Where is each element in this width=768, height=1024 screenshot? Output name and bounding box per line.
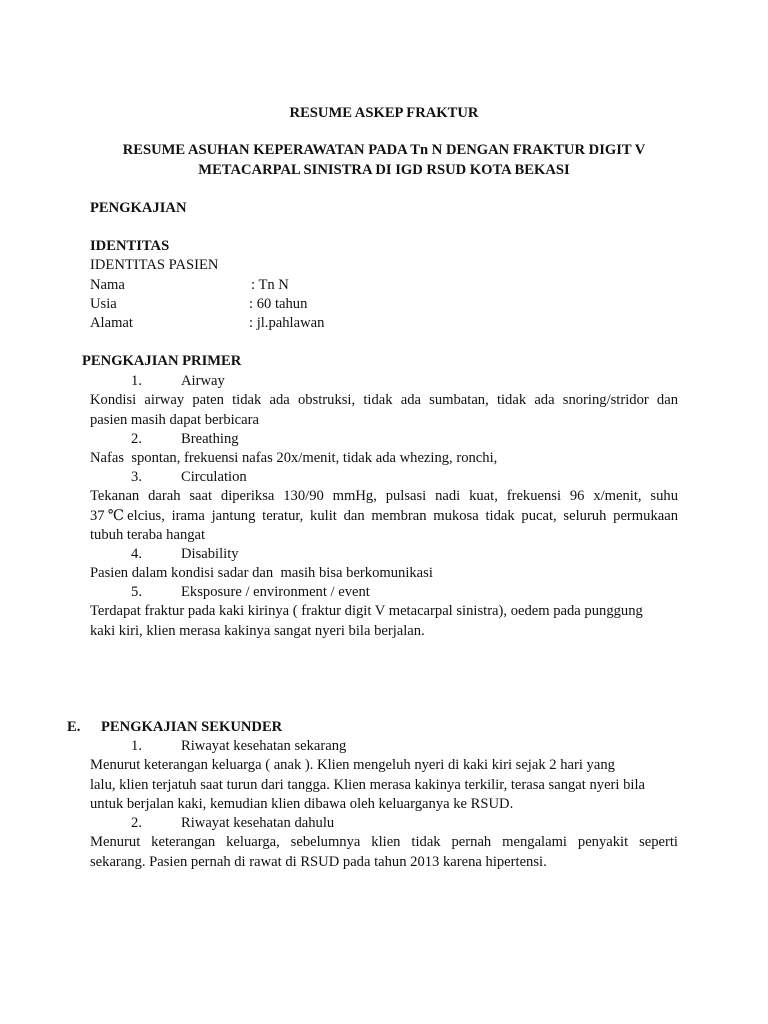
document-subtitle-line-2: METACARPAL SINISTRA DI IGD RSUD KOTA BEKASI bbox=[198, 162, 570, 178]
primer-item-4-number: 4. bbox=[131, 546, 142, 562]
primer-item-3-text bbox=[90, 487, 678, 546]
primer-item-2-text: Nafas spontan, frekuensi nafas 20x/menit, tidak ada whezing, ronchi, bbox=[90, 450, 498, 466]
section-heading-pengkajian: PENGKAJIAN bbox=[90, 200, 187, 216]
primer-item-5-label: Eksposure / environment / event bbox=[181, 584, 370, 600]
sekunder-item-2-label: Riwayat kesehatan dahulu bbox=[181, 815, 335, 831]
sekunder-item-2-number: 2. bbox=[131, 815, 142, 831]
primer-item-2-number: 2. bbox=[131, 431, 142, 447]
paragraph-line: sekarang. Pasien pernah di rawat di RSUD pada tahun 2013 karena hipertensi. bbox=[90, 853, 547, 870]
identity-label-nama: Nama bbox=[90, 277, 125, 293]
paragraph-line: 37℃elcius, irama jantung teratur, kulit dan membran mukosa tidak pucat, seluruh permukaan bbox=[90, 507, 678, 524]
section-heading-sekunder: PENGKAJIAN SEKUNDER bbox=[101, 719, 283, 735]
identity-value-nama: : Tn N bbox=[251, 277, 289, 293]
primer-item-2-label: Breathing bbox=[181, 431, 239, 447]
paragraph-line: lalu, klien terjatuh saat turun dari tangga. Klien merasa kakinya terkilir, terasa sangat nyeri bila bbox=[90, 776, 645, 793]
identity-value-usia: : 60 tahun bbox=[249, 296, 308, 312]
primer-item-4-text: Pasien dalam kondisi sadar dan masih bisa berkomunikasi bbox=[90, 565, 433, 581]
paragraph-line: pasien masih dapat berbicara bbox=[90, 411, 259, 428]
section-letter-e: E. bbox=[67, 719, 81, 735]
identity-value-alamat: : jl.pahlawan bbox=[249, 315, 325, 331]
primer-item-4-label: Disability bbox=[181, 546, 239, 562]
section-heading-primer: PENGKAJIAN PRIMER bbox=[82, 353, 242, 369]
sekunder-item-1-number: 1. bbox=[131, 738, 142, 754]
document-subtitle-line-1: RESUME ASUHAN KEPERAWATAN PADA Tn N DENGAN FRAKTUR DIGIT V bbox=[122, 142, 646, 158]
identity-label-usia: Usia bbox=[90, 296, 117, 312]
document-title: RESUME ASKEP FRAKTUR bbox=[289, 105, 479, 121]
sekunder-item-1-label: Riwayat kesehatan sekarang bbox=[181, 738, 347, 754]
section-heading-identitas: IDENTITAS bbox=[90, 238, 170, 254]
primer-item-5-text bbox=[90, 602, 643, 641]
primer-item-3-label: Circulation bbox=[181, 469, 247, 485]
primer-item-1-label: Airway bbox=[181, 373, 225, 389]
primer-item-5-number: 5. bbox=[131, 584, 142, 600]
paragraph-line: Kondisi airway paten tidak ada obstruksi, tidak ada sumbatan, tidak ada snoring/stridor dan bbox=[90, 392, 678, 408]
paragraph-line: Tekanan darah saat diperiksa 130/90 mmHg, pulsasi nadi kuat, frekuensi 96 x/menit, suhu bbox=[90, 488, 678, 504]
primer-item-1-number: 1. bbox=[131, 373, 142, 389]
paragraph-line: Menurut keterangan keluarga, sebelumnya klien tidak pernah mengalami penyakit seperti bbox=[90, 834, 678, 850]
sekunder-item-1-text bbox=[90, 756, 645, 815]
paragraph-line: untuk berjalan kaki, kemudian klien dibawa oleh keluarganya ke RSUD. bbox=[90, 796, 514, 812]
paragraph-line: kaki kiri, klien merasa kakinya sangat nyeri bila berjalan. bbox=[90, 622, 425, 639]
subheading-identitas-pasien: IDENTITAS PASIEN bbox=[90, 257, 219, 273]
paragraph-line: Terdapat fraktur pada kaki kirinya ( fraktur digit V metacarpal sinistra), oedem pada punggung bbox=[90, 603, 643, 619]
paragraph-line: Menurut keterangan keluarga ( anak ). Klien mengeluh nyeri di kaki kiri sejak 2 hari yang bbox=[90, 757, 615, 773]
paragraph-line: tubuh teraba hangat bbox=[90, 527, 206, 543]
sekunder-item-2-text bbox=[90, 833, 678, 872]
identity-label-alamat: Alamat bbox=[90, 315, 133, 331]
primer-item-3-number: 3. bbox=[131, 469, 142, 485]
primer-item-1-text bbox=[90, 391, 678, 430]
